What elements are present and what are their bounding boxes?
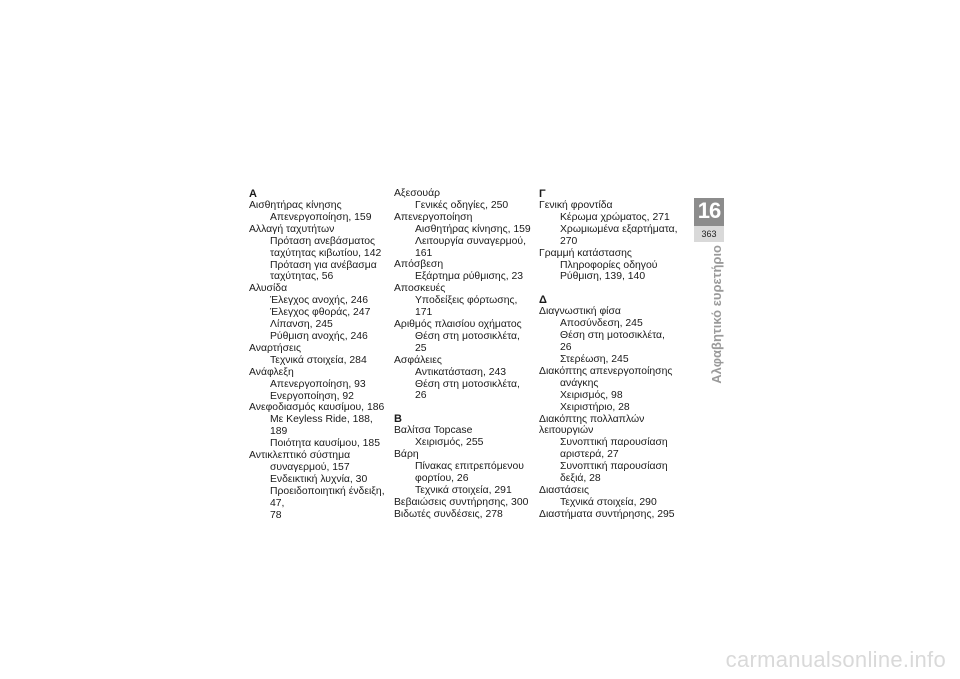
- index-subentry: Αισθητήρας κίνησης, 159: [415, 223, 531, 235]
- index-subentry: Απενεργοποίηση, 93: [270, 378, 366, 390]
- index-letter-heading: Γ: [539, 188, 546, 200]
- index-entry: Ανάφλεξη: [249, 366, 294, 378]
- index-continuation: ανάγκης: [560, 377, 599, 389]
- index-entry: Αλυσίδα: [249, 283, 288, 295]
- index-subentry: Συνοπτική παρουσίαση: [560, 437, 668, 449]
- index-subentry: Γενικές οδηγίες, 250: [415, 199, 509, 211]
- index-entry: Γενική φροντίδα: [539, 200, 613, 211]
- index-subentry: Ρύθμιση ανοχής, 246: [270, 330, 368, 342]
- index-subentry: Πίνακας επιτρεπόμενου: [415, 461, 524, 473]
- index-entry: Διαστάσεις: [539, 484, 589, 496]
- index-subentry: Προειδοποιητική ένδειξη, 47,: [270, 485, 385, 509]
- index-subentry: Υποδείξεις φόρτωσης, 171: [415, 295, 518, 319]
- index-entry: Γραμμή κατάστασης: [539, 247, 632, 259]
- index-column-1: [249, 188, 389, 521]
- index-subentry: Συνοπτική παρουσίαση: [560, 461, 668, 473]
- index-column-2: [394, 188, 534, 521]
- index-subentry: Χειρισμός, 255: [415, 437, 484, 449]
- index-continuation: αριστερά, 27: [560, 449, 619, 461]
- index-subentry: Θέση στη μοτοσικλέτα, 26: [560, 330, 665, 354]
- index-entry: Αισθητήρας κίνησης: [249, 200, 342, 211]
- index-subentry: Ενδεικτική λυχνία, 30: [270, 473, 368, 485]
- index-entry: Αξεσουάρ: [394, 188, 441, 199]
- index-spacer: [394, 402, 534, 413]
- index-continuation: δεξιά, 28: [560, 473, 601, 485]
- index-entry: Ανεφοδιασμός καυσίμου, 186: [249, 402, 385, 414]
- index-entry: Διαστήματα συντήρησης, 295: [539, 508, 675, 520]
- index-entry: Βεβαιώσεις συντήρησης, 300: [394, 496, 529, 508]
- index-subentry: Τεχνικά στοιχεία, 290: [560, 496, 657, 508]
- index-entry: Αποσκευές: [394, 283, 446, 295]
- index-subentry: Λίπανση, 245: [270, 319, 333, 331]
- index-entry: Βάρη: [394, 449, 419, 461]
- index-continuation: φορτίου, 26: [415, 472, 469, 484]
- index-subentry: Εξάρτημα ρύθμισης, 23: [415, 271, 524, 283]
- index-entry: Διαγνωστική φίσα: [539, 306, 621, 318]
- index-subentry: Τεχνικά στοιχεία, 291: [415, 484, 512, 496]
- index-subentry: Θέση στη μοτοσικλέτα, 26: [415, 378, 520, 402]
- index-spacer: [539, 283, 679, 294]
- index-entry: Βαλίτσα Topcase: [394, 425, 473, 437]
- index-entry: Αναρτήσεις: [249, 342, 301, 354]
- index-entry: Διακόπτης απενεργοποίησης: [539, 365, 673, 377]
- index-subentry: Χειριστήριο, 28: [560, 401, 630, 413]
- index-letter-heading: Β: [394, 413, 402, 426]
- index-entry: Απόσβεση: [394, 259, 444, 271]
- index-subentry: Αποσύνδεση, 245: [560, 318, 643, 330]
- index-entry: Διακόπτης πολλαπλών λειτουργιών: [539, 413, 645, 437]
- chapter-tab: [694, 198, 724, 242]
- index-subentry: Ποιότητα καυσίμου, 185: [270, 438, 380, 450]
- index-subentry: Κέρωμα χρώματος, 271: [560, 211, 670, 223]
- watermark: carmanualsonline.info: [725, 647, 946, 672]
- index-subentry: Με Keyless Ride, 188, 189: [270, 414, 373, 438]
- index-entry: Αριθμός πλαισίου οχήματος: [394, 318, 522, 330]
- index-entry: Βιδωτές συνδέσεις, 278: [394, 508, 503, 520]
- index-subentry: Έλεγχος φθοράς, 247: [270, 307, 371, 319]
- index-subentry: Χρωμιωμένα εξαρτήματα, 270: [560, 223, 678, 247]
- index-subentry: Λειτουργία συναγερμού, 161: [415, 235, 526, 259]
- section-title-vertical: Αλφαβητικό ευρετήριο: [709, 245, 724, 384]
- index-entry: Ασφάλειες: [394, 354, 442, 366]
- index-letter-heading: Δ: [539, 294, 547, 307]
- index-subentry: Ρύθμιση, 139, 140: [560, 271, 646, 283]
- index-subentry: Ενεργοποίηση, 92: [270, 390, 354, 402]
- index-column-3: [539, 188, 679, 521]
- index-subentry: Χειρισμός, 98: [560, 389, 623, 401]
- index-continuation: 78: [270, 509, 282, 521]
- index-subentry: Τεχνικά στοιχεία, 284: [270, 354, 367, 366]
- index-entry: Αλλαγή ταχυτήτων: [249, 223, 335, 235]
- chapter-number: 16: [697, 198, 721, 223]
- index-continuation: συναγερμού, 157: [270, 461, 350, 473]
- index-subentry: Πρόταση για ανέβασμα: [270, 259, 377, 271]
- index-entry: Αντικλεπτικό σύστημα: [249, 450, 351, 462]
- index-subentry: Έλεγχος ανοχής, 246: [270, 295, 369, 307]
- index-subentry: Απενεργοποίηση, 159: [270, 211, 372, 223]
- index-subentry: Αντικατάσταση, 243: [415, 366, 507, 378]
- index-letter-heading: Α: [249, 188, 257, 200]
- index-subentry: Θέση στη μοτοσικλέτα, 25: [415, 330, 520, 354]
- index-continuation: ταχύτητας, 56: [270, 271, 334, 283]
- index-subentry: Πληροφορίες οδηγού: [560, 259, 658, 271]
- index-continuation: ταχύτητας κιβωτίου, 142: [270, 247, 382, 259]
- index-subentry: Πρόταση ανεβάσματος: [270, 235, 376, 247]
- page-number: 363: [694, 226, 724, 242]
- index-entry: Απενεργοποίηση: [394, 211, 473, 223]
- index-subentry: Στερέωση, 245: [560, 353, 629, 365]
